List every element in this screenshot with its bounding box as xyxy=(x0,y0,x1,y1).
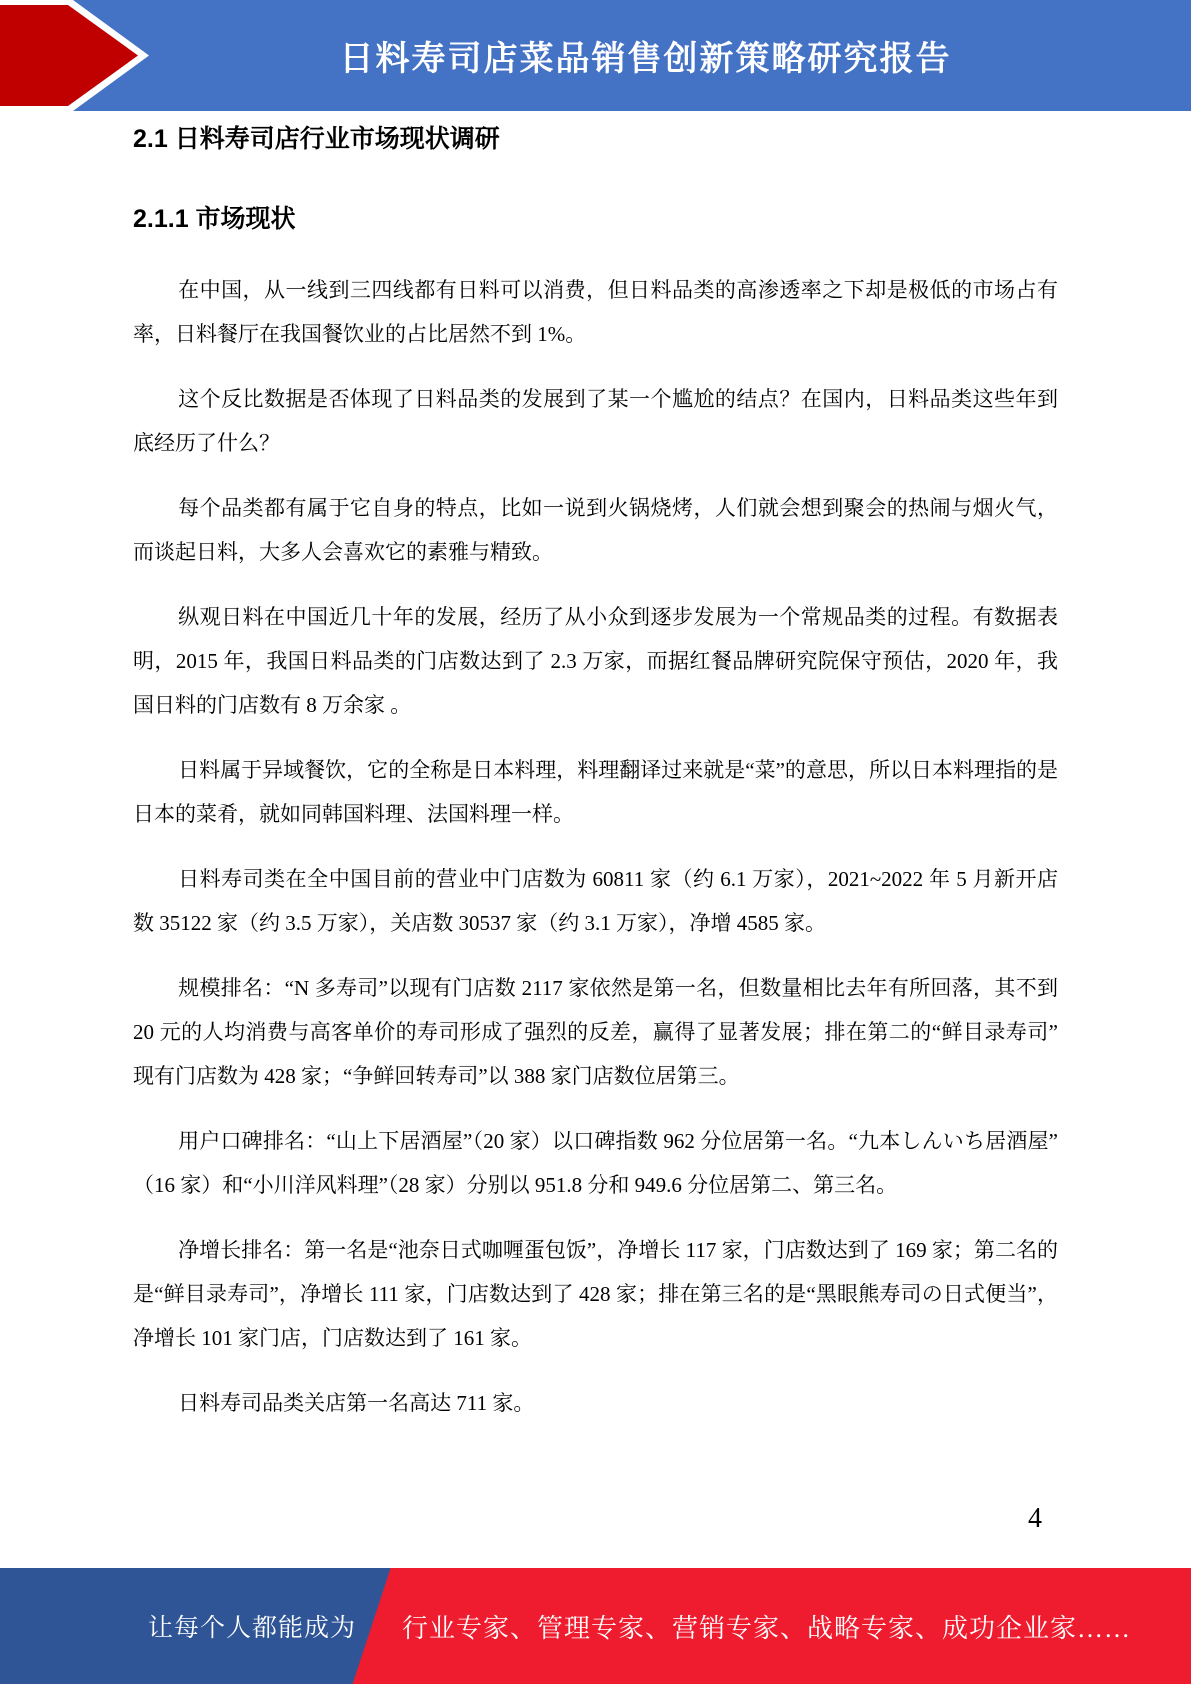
paragraph-block xyxy=(133,268,1058,1425)
section-heading: 2.1 日料寿司店行业市场现状调研 xyxy=(133,125,500,153)
body-paragraph: 纵观日料在中国近几十年的发展，经历了从小众到逐步发展为一个常规品类的过程。有数据表明，2015 年，我国日料品类的门店数达到了 2.3 万家，而据红餐品牌研究院保守预估，2020 年，我国日料的门店数有 8 万余家 。 xyxy=(133,605,1058,717)
body-paragraph: 日料寿司类在全中国目前的营业中门店数为 60811 家（约 6.1 万家），2021~2022 年 5 月新开店数 35122 家（约 3.5 万家），关店数 30537 家（约 3.1 万家），净增 4585 家。 xyxy=(133,867,1058,935)
footer-banner xyxy=(0,1568,1191,1684)
body-paragraph: 用户口碑排名：“山上下居酒屋”（20 家）以口碑指数 962 分位居第一名。“九本しんいち居酒屋”（16 家）和“小川洋风料理”（28 家）分别以 951.8 分和 949.6 分位居第二、第三名。 xyxy=(133,1129,1058,1197)
red-arrow-icon xyxy=(0,0,160,111)
page-number: 4 xyxy=(1028,1503,1042,1534)
body-paragraph: 净增长排名：第一名是“池奈日式咖喱蛋包饭”，净增长 117 家，门店数达到了 169 家；第二名的是“鲜目录寿司”，净增长 111 家，门店数达到了 428 家；排在第三名的是“黑眼熊寿司の日式便当”，净增长 101 家门店，门店数达到了 161 家。 xyxy=(133,1238,1058,1350)
report-header-banner xyxy=(0,0,1191,111)
body-paragraph: 日料属于异域餐饮，它的全称是日本料理，料理翻译过来就是“菜”的意思，所以日本料理指的是日本的菜肴，就如同韩国料理、法国料理一样。 xyxy=(133,758,1058,826)
body-paragraph: 规模排名：“N 多寿司”以现有门店数 2117 家依然是第一名，但数量相比去年有所回落，其不到 20 元的人均消费与高客单价的寿司形成了强烈的反差，赢得了显著发展；排在第二的“鲜目录寿司”现有门店数为 428 家；“争鲜回转寿司”以 388 家门店数位居第三。 xyxy=(133,976,1058,1088)
footer-right-slogan: 行业专家、管理专家、营销专家、战略专家、成功企业家…… xyxy=(402,1613,1132,1643)
report-title: 日料寿司店菜品销售创新策略研究报告 xyxy=(339,40,952,78)
body-paragraph: 日料寿司品类关店第一名高达 711 家。 xyxy=(178,1391,535,1415)
subsection-heading: 2.1.1 市场现状 xyxy=(133,205,296,233)
body-paragraph: 每个品类都有属于它自身的特点，比如一说到火锅烧烤，人们就会想到聚会的热闹与烟火气，而谈起日料，大多人会喜欢它的素雅与精致。 xyxy=(133,496,1058,564)
page-content xyxy=(133,122,1058,1446)
body-paragraph: 这个反比数据是否体现了日料品类的发展到了某一个尴尬的结点？在国内，日料品类这些年到底经历了什么？ xyxy=(133,387,1058,455)
footer-left-slogan: 让每个人都能成为 xyxy=(148,1615,357,1642)
body-paragraph: 在中国，从一线到三四线都有日料可以消费，但日料品类的高渗透率之下却是极低的市场占有率，日料餐厅在我国餐饮业的占比居然不到 1%。 xyxy=(133,278,1058,346)
